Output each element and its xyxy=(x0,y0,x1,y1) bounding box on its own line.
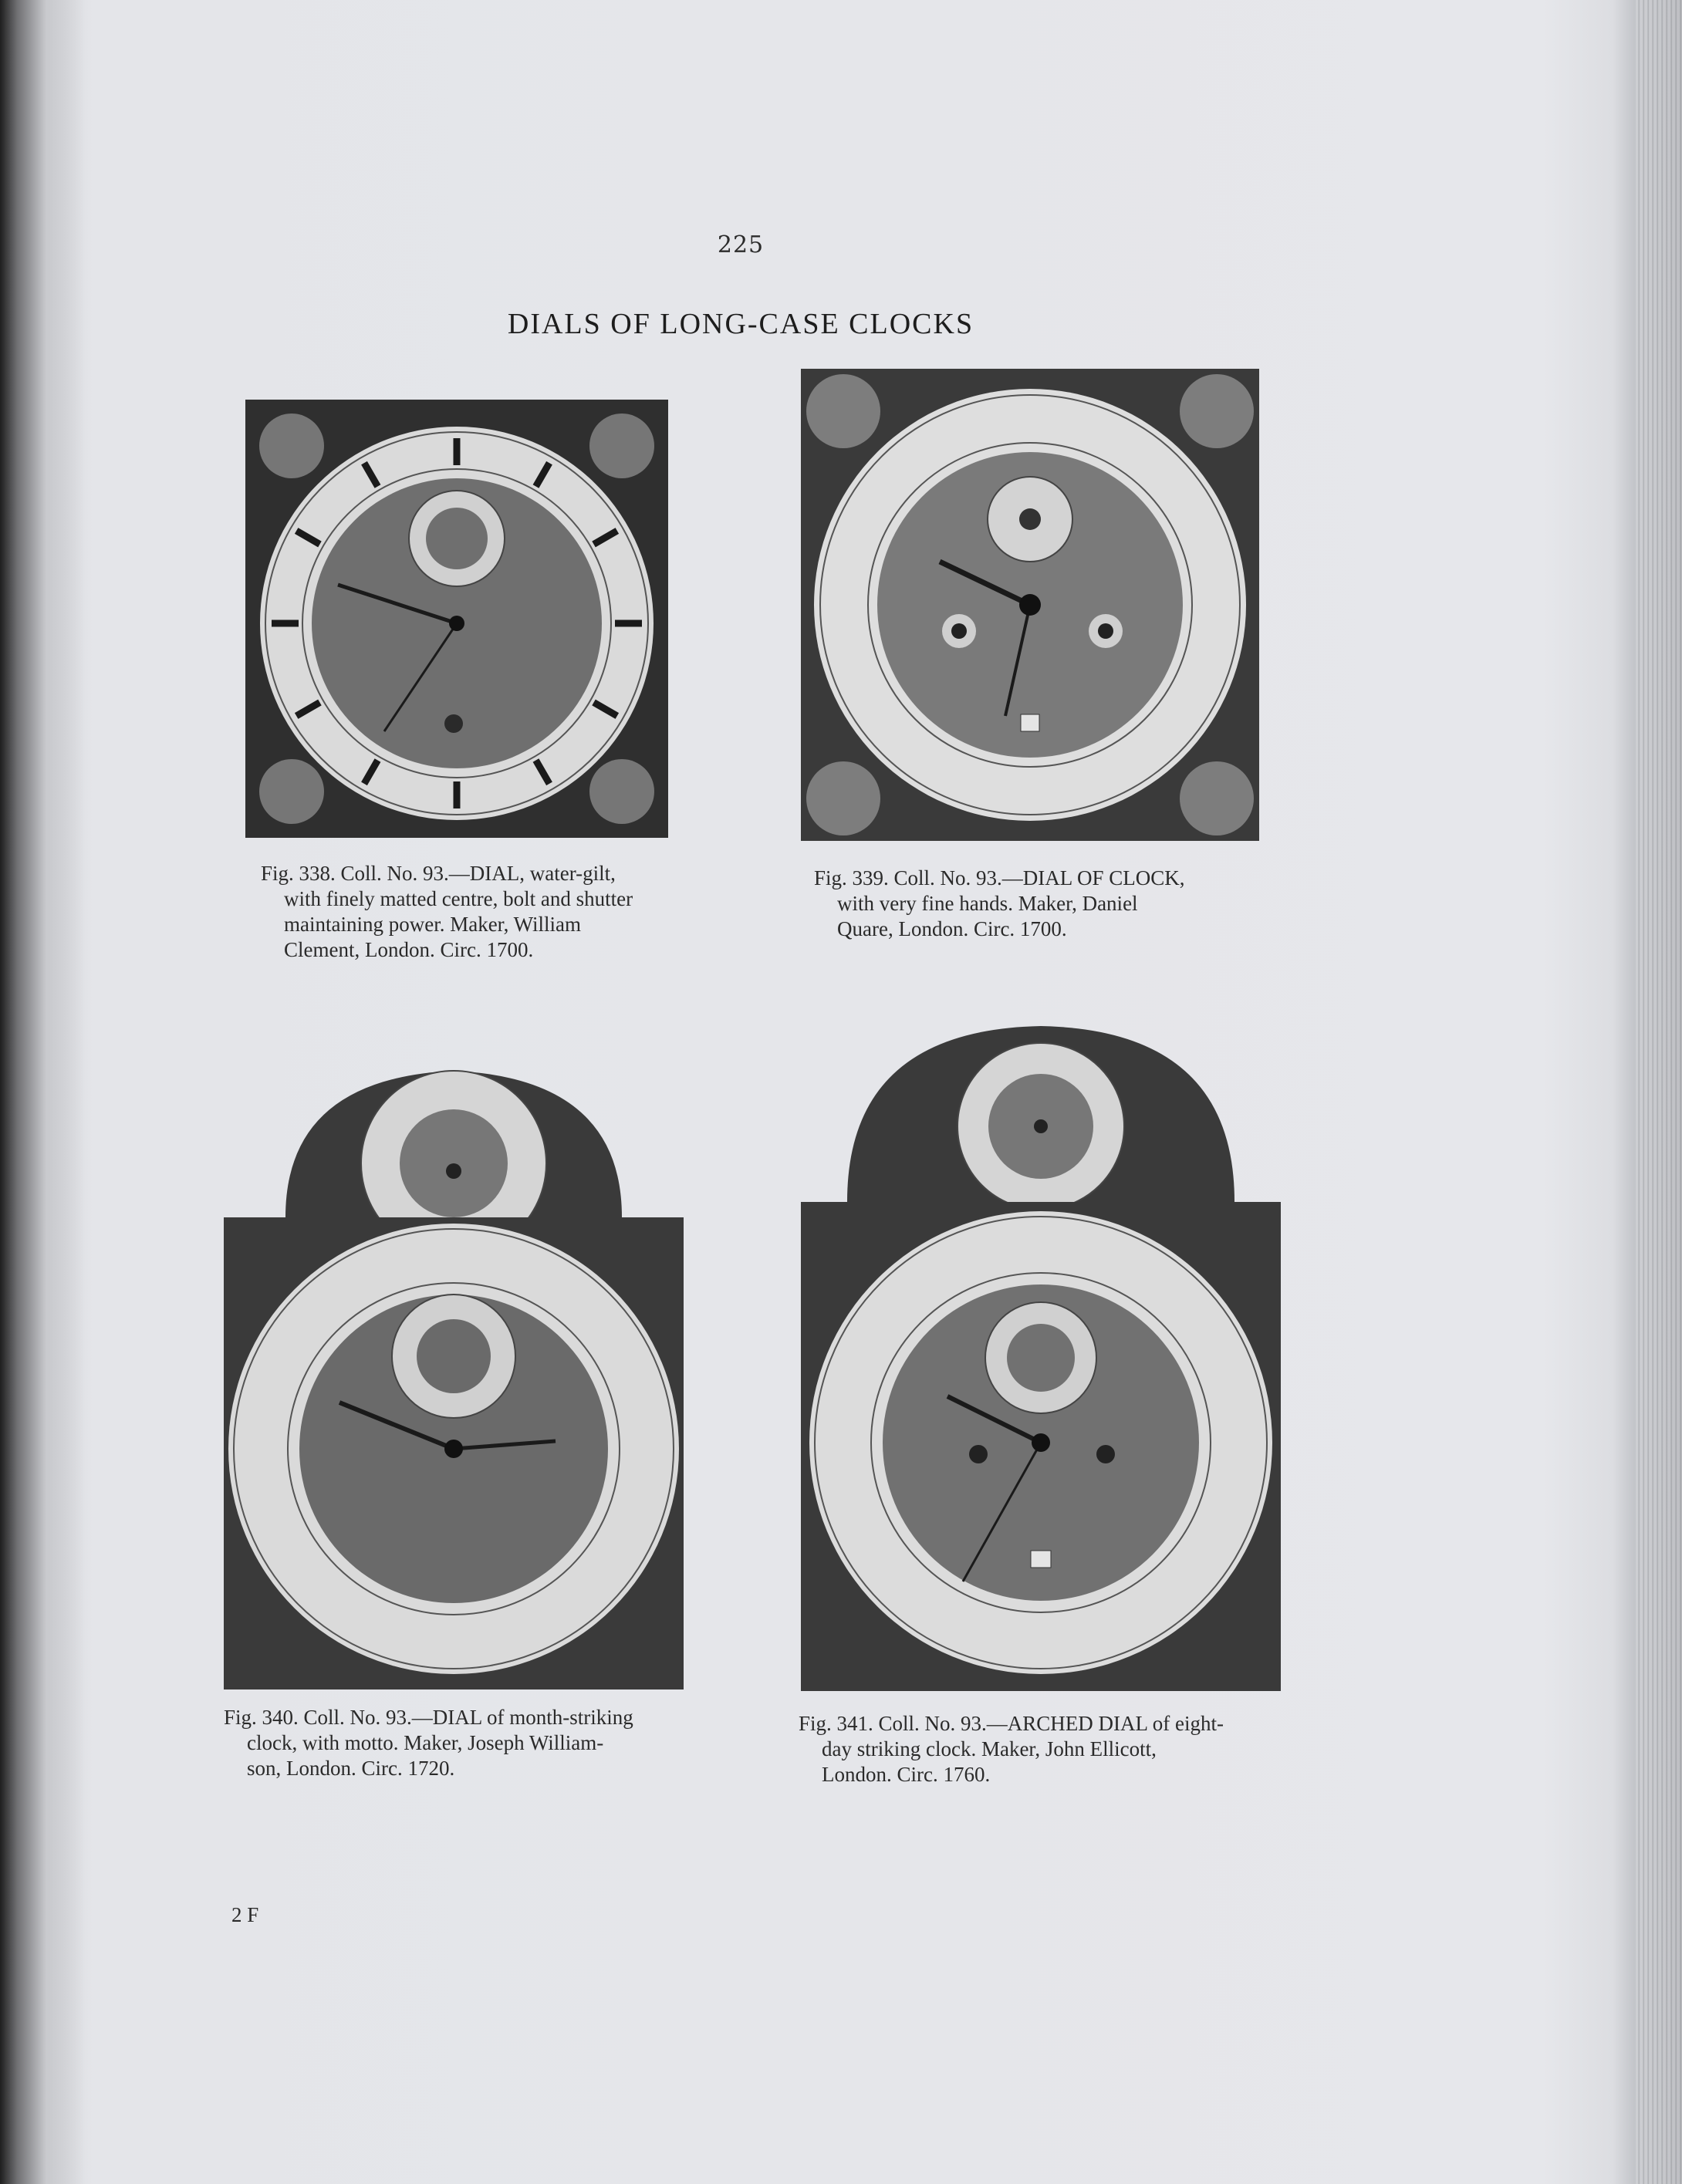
figure-339-caption xyxy=(814,866,1262,942)
caption-line: Quare, London. Circ. 1700. xyxy=(837,917,1067,940)
caption-line: clock, with motto. Maker, Joseph William- xyxy=(247,1731,604,1754)
figure-341-caption xyxy=(799,1711,1277,1787)
caption-line: son, London. Circ. 1720. xyxy=(247,1757,455,1780)
caption-line: with finely matted centre, bolt and shutter xyxy=(284,887,633,910)
caption-line: Fig. 339. Coll. No. 93.—DIAL OF CLOCK, xyxy=(814,866,1185,889)
caption-line: Fig. 338. Coll. No. 93.—DIAL, water-gilt, xyxy=(261,862,616,885)
figure-340-caption xyxy=(224,1705,702,1781)
caption-line: Fig. 340. Coll. No. 93.—DIAL of month-striking xyxy=(224,1706,633,1729)
caption-line: with very fine hands. Maker, Daniel xyxy=(837,892,1138,915)
signature-mark: 2 F xyxy=(231,1903,259,1926)
figure-341-image xyxy=(801,1011,1281,1691)
figure-338-caption xyxy=(261,861,677,963)
page-title: DIALS OF LONG-CASE CLOCKS xyxy=(507,308,974,340)
spine-shadow xyxy=(0,0,85,2184)
figure-340-image xyxy=(224,1048,684,1689)
figure-338-image xyxy=(245,400,668,838)
caption-line: Clement, London. Circ. 1700. xyxy=(284,938,534,961)
figure-339-image xyxy=(801,369,1259,841)
caption-line: Fig. 341. Coll. No. 93.—ARCHED DIAL of eight- xyxy=(799,1712,1224,1735)
page-number: 225 xyxy=(717,231,765,258)
page-edge xyxy=(1636,0,1682,2184)
caption-line: day striking clock. Maker, John Ellicott, xyxy=(822,1737,1157,1760)
caption-line: maintaining power. Maker, William xyxy=(284,913,582,936)
caption-line: London. Circ. 1760. xyxy=(822,1763,991,1786)
